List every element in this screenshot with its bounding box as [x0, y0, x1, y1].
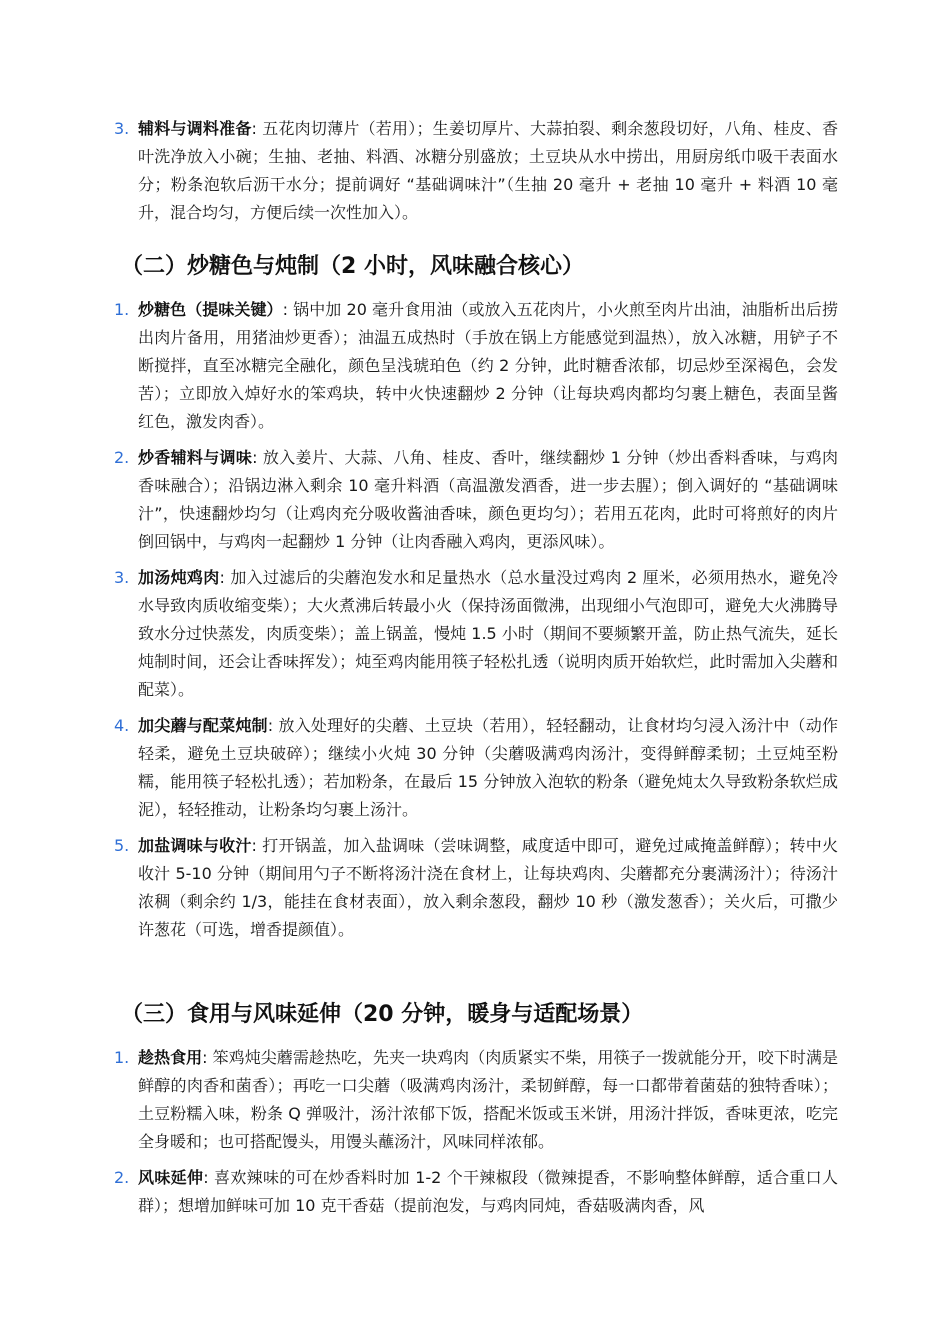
list-number: 5. — [114, 836, 130, 855]
item-title: 加尖蘑与配菜炖制 — [138, 716, 268, 735]
section-heading-2: （二）炒糖色与炖制（2 小时，风味融合核心） — [121, 254, 584, 279]
item-title: 加盐调味与收汁 — [138, 836, 252, 855]
list-number: 2. — [114, 1168, 130, 1187]
list-number: 1. — [114, 1048, 130, 1067]
list-item — [114, 115, 838, 227]
item-separator: : — [267, 716, 274, 735]
item-title: 趁热食用 — [138, 1048, 203, 1067]
list-item — [114, 832, 838, 944]
item-title: 加汤炖鸡肉 — [138, 568, 220, 587]
item-body: 打开锅盖，加入盐调味（尝味调整，咸度适中即可，避免过咸掩盖鲜醇）；转中火收汁 5-10 分钟（期间用勺子不断将汤汁浇在食材上，让每块鸡肉、尖蘑都充分裹满汤汁）；待汤汁浓稠（剩余约 1/3，能挂在食材表面），放入剩余葱段，翻炒 10 秒（激发葱香）；关火后，可撒少许葱花（可选，增香提颜值）。 — [138, 836, 838, 939]
item-separator: : — [203, 1168, 209, 1187]
list-number: 1. — [114, 300, 130, 319]
serving-list — [114, 1044, 838, 1220]
item-separator: : — [202, 1048, 208, 1067]
list-item — [114, 444, 838, 556]
item-title: 炒香辅料与调味 — [138, 448, 253, 467]
item-title: 辅料与调料准备 — [138, 119, 252, 138]
item-body: 加入过滤后的尖蘑泡发水和足量热水（总水量没过鸡肉 2 厘米，必须用热水，避免冷水导致肉质收缩变柴）；大火煮沸后转最小火（保持汤面微沸，出现细小气泡即可，避免大火沸腾导致水分过快蒸发，肉质变柴）；盖上锅盖，慢炖 1.5 小时（期间不要频繁开盖，防止热气流失，延长炖制时间，还会让香味挥发）；炖至鸡肉能用筷子轻松扎透（说明肉质开始软烂，此时需加入尖蘑和配菜）。 — [138, 568, 838, 699]
item-body: 锅中加 20 毫升食用油（或放入五花肉片，小火煎至肉片出油，油脂析出后捞出肉片备用，用猪油炒更香）；油温五成热时（手放在锅上方能感觉到温热），放入冰糖，用铲子不断搅拌，直至冰糖完全融化，颜色呈浅琥珀色（约 2 分钟，此时糖香浓郁，切忌炒至深褐色，会发苦）；立即放入焯好水的笨鸡块，转中火快速翻炒 2 分钟（让每块鸡肉都均匀裹上糖色，表面呈酱红色，激发肉香）。 — [138, 300, 838, 431]
item-body: 笨鸡炖尖蘑需趁热吃，先夹一块鸡肉（肉质紧实不柴，用筷子一拨就能分开，咬下时满是鲜醇的肉香和菌香）；再吃一口尖蘑（吸满鸡肉汤汁，柔韧鲜醇，每一口都带着菌菇的独特香味）；土豆粉糯入味，粉条 Q 弹吸汁，汤汁浓郁下饭，搭配米饭或玉米饼，用汤汁拌饭，香味更浓，吃完全身暖和；也可搭配馒头，用馒头蘸汤汁，风味同样浓郁。 — [138, 1048, 838, 1151]
item-title: 风味延伸 — [138, 1168, 204, 1187]
item-body: 五花肉切薄片（若用）；生姜切厚片、大蒜拍裂、剩余葱段切好，八角、桂皮、香叶洗净放入小碗；生抽、老抽、料酒、冰糖分别盛放；土豆块从水中捞出，用厨房纸巾吸干表面水分；粉条泡软后沥干水分；提前调好 “基础调味汁”（生抽 20 毫升 + 老抽 10 毫升 + 料酒 10 毫升，混合均匀，方便后续一次性加入）。 — [138, 119, 838, 222]
item-separator: : — [219, 568, 225, 587]
list-number: 4. — [114, 716, 130, 735]
prep-list — [114, 115, 838, 227]
list-item — [114, 1164, 838, 1220]
item-body: 放入姜片、大蒜、八角、桂皮、香叶，继续翻炒 1 分钟（炒出香料香味，与鸡肉香味融合）；沿锅边淋入剩余 10 毫升料酒（高温激发酒香，进一步去腥）；倒入调好的 “基础调味汁”，快速翻炒均匀（让鸡肉充分吸收酱油香味，颜色更均匀）；若用五花肉，此时可将煎好的肉片倒回锅中，与鸡肉一起翻炒 1 分钟（让肉香融入鸡肉，更添风味）。 — [138, 448, 838, 551]
list-number: 2. — [114, 448, 130, 467]
item-separator: : — [251, 119, 257, 138]
stew-steps-list — [114, 296, 838, 944]
list-item — [114, 296, 838, 436]
item-separator: : — [282, 300, 289, 319]
list-number: 3. — [114, 119, 130, 138]
item-separator: : — [252, 448, 258, 467]
item-body: 喜欢辣味的可在炒香料时加 1-2 个干辣椒段（微辣提香，不影响整体鲜醇，适合重口人群）；想增加鲜味可加 10 克干香菇（提前泡发，与鸡肉同炖，香菇吸满肉香，风 — [138, 1168, 838, 1215]
item-title: 炒糖色（提味关键） — [138, 300, 283, 319]
list-number: 3. — [114, 568, 130, 587]
list-item — [114, 712, 838, 824]
list-item — [114, 1044, 838, 1156]
list-item — [114, 564, 838, 704]
item-body: 放入处理好的尖蘑、土豆块（若用），轻轻翻动，让食材均匀浸入汤汁中（动作轻柔，避免土豆块破碎）；继续小火炖 30 分钟（尖蘑吸满鸡肉汤汁，变得鲜醇柔韧；土豆炖至粉糯，能用筷子轻松扎透）；若加粉条，在最后 15 分钟放入泡软的粉条（避免炖太久导致粉条软烂成泥），轻轻推动，让粉条均匀裹上汤汁。 — [138, 716, 838, 819]
section-heading-3: （三）食用与风味延伸（20 分钟，暖身与适配场景） — [121, 1002, 644, 1027]
item-separator: : — [251, 836, 257, 855]
